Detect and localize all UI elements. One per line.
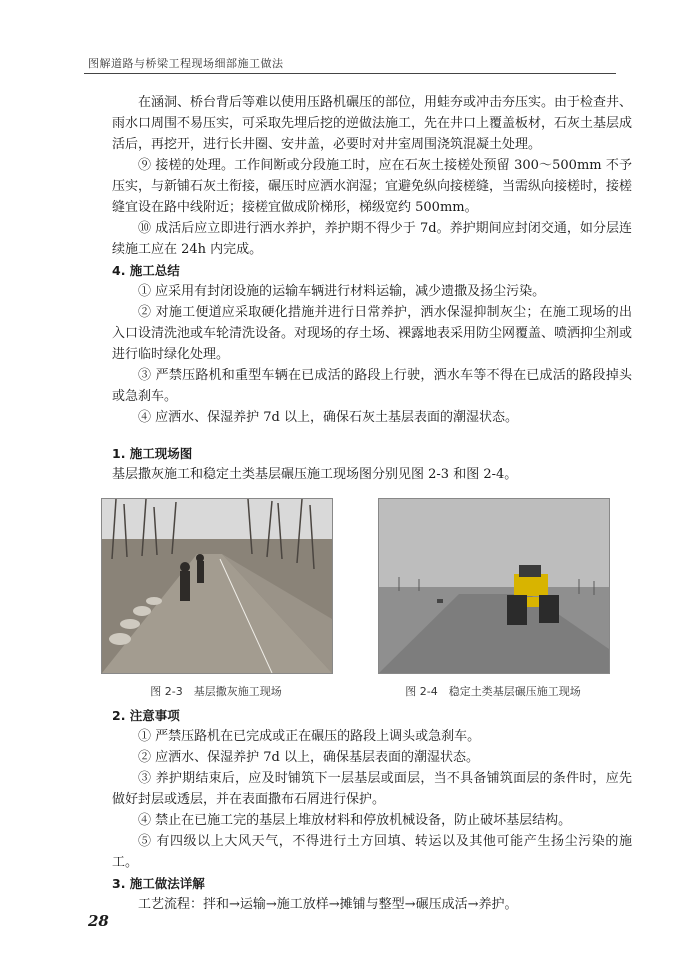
section2-block: [112, 705, 632, 915]
precaution-item-4: ④ 禁止在已施工完的基层上堆放材料和停放机械设备，防止破坏基层结构。: [138, 813, 572, 828]
precaution-item-3: ③ 养护期结束后，应及时铺筑下一层基层或面层，当不具备铺筑面层的条件时，应先做好封层或透层，并在表面撒布石屑进行保护。: [112, 771, 632, 807]
precaution-item-5: ⑤ 有四级以上大风天气，不得进行土方回填、转运以及其他可能产生扬尘污染的施工。: [112, 834, 632, 870]
paragraph-compaction: 在涵洞、桥台背后等难以使用压路机碾压的部位，用蛙夯或冲击夯压实。由于检查井、雨水口周围不易压实，可采取先埋后挖的逆做法施工，先在井口上覆盖板材，石灰土基层成活后，再挖开，进行长井圈、安井盖，必要时对井室周围浇筑混凝土处理。: [112, 95, 633, 152]
top-text-block: [112, 92, 632, 428]
page-number: 28: [88, 912, 109, 930]
paragraph-curing: ⑩ 成活后应立即进行洒水养护，养护期不得少于 7d。养护期间应封闭交通，如分层连续施工应在 24h 内完成。: [112, 221, 632, 257]
running-header: 图解道路与桥梁工程现场细部施工做法: [88, 57, 284, 70]
heading-construction-summary: 4. 施工总结: [112, 263, 180, 278]
figure-2-4-photo: [378, 498, 610, 674]
heading-precautions: 2. 注意事项: [112, 708, 180, 723]
summary-item-3: ③ 严禁压路机和重型车辆在已成活的路段上行驶，洒水车等不得在已成活的路段掉头或急刹车。: [112, 368, 632, 404]
heading-method-details: 3. 施工做法详解: [112, 876, 205, 891]
paragraph-joint: ⑨ 接槎的处理。工作间断或分段施工时，应在石灰土接槎处预留 300～500mm 不予压实，与新铺石灰土衔接，碾压时应洒水润湿；宜避免纵向接槎缝，当需纵向接槎时，接槎缝宜设在路中线附近；接槎宜做成阶梯形，梯级宽约 500mm。: [112, 158, 633, 215]
figure-2-3-caption: 图 2-3 基层撒灰施工现场: [150, 685, 282, 698]
precaution-item-2: ② 应洒水、保湿养护 7d 以上，确保基层表面的潮湿状态。: [138, 750, 479, 765]
figure-2-3-photo: [101, 498, 333, 674]
summary-item-4: ④ 应洒水、保湿养护 7d 以上，确保石灰土基层表面的潮湿状态。: [138, 410, 518, 425]
section1-block: [112, 443, 632, 485]
figure-2-4-caption: 图 2-4 稳定土类基层碾压施工现场: [405, 685, 581, 698]
section1-intro: 基层撒灰施工和稳定土类基层碾压施工现场图分别见图 2-3 和图 2-4。: [112, 467, 518, 482]
summary-item-1: ① 应采用有封闭设施的运输车辆进行材料运输，减少遗撒及扬尘污染。: [138, 284, 546, 299]
summary-item-2: ② 对施工便道应采取硬化措施并进行日常养护，洒水保湿抑制灰尘；在施工现场的出入口设清洗池或车轮清洗设备。对现场的存土场、裸露地表采用防尘网覆盖、喷洒抑尘剂或进行临时绿化处理。: [112, 305, 633, 362]
process-flow: 工艺流程：拌和→运输→施工放样→摊铺与整型→碾压成活→养护。: [138, 897, 518, 912]
heading-site-photos: 1. 施工现场图: [112, 446, 193, 461]
precaution-item-1: ① 严禁压路机在已完成或正在碾压的路段上调头或急刹车。: [138, 729, 481, 744]
header-rule: [84, 73, 616, 74]
